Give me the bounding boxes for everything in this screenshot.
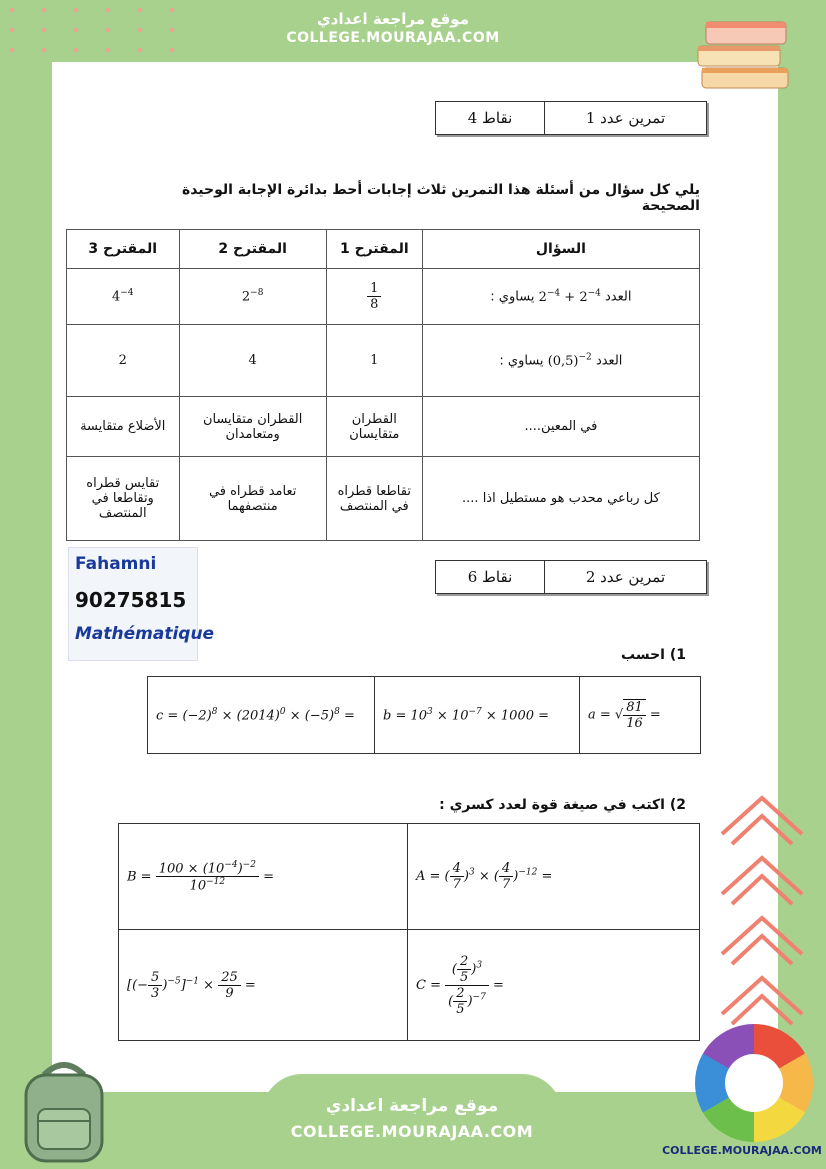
mcq-header-row bbox=[67, 230, 700, 269]
exercise-1-header bbox=[435, 101, 707, 135]
school-logo-icon bbox=[695, 1024, 813, 1142]
mcq-header-p1: المقترح 1 bbox=[326, 230, 422, 269]
stamp-phone: 90275815 bbox=[75, 588, 187, 612]
compute-table bbox=[147, 676, 701, 754]
mcq-row-3-p1[interactable]: القطران متقايسان bbox=[326, 397, 422, 457]
mcq-row-2-p2[interactable]: 4 bbox=[179, 325, 326, 397]
mcq-row-4-p2[interactable]: تعامد قطراه في منتصفهما bbox=[179, 457, 326, 541]
mcq-row-2 bbox=[67, 325, 700, 397]
chevron-decoration-icon bbox=[718, 790, 806, 1050]
footer-site-url[interactable]: COLLEGE.MOURAJAA.COM bbox=[290, 1122, 534, 1141]
exercise-2-points: 6 نقاط bbox=[436, 561, 545, 593]
mcq-row-3-question: في المعين.... bbox=[422, 397, 699, 457]
compute-a[interactable]: a = √ $\frac{81}{16}$ = bbox=[580, 677, 701, 754]
mcq-row-3-p2[interactable]: القطران متقايسان ومتعامدان bbox=[179, 397, 326, 457]
power-row-1 bbox=[119, 824, 700, 930]
power-table bbox=[118, 823, 700, 1041]
mcq-table bbox=[66, 229, 700, 541]
author-stamp bbox=[68, 547, 215, 661]
mcq-row-2-p3[interactable]: 2 bbox=[67, 325, 180, 397]
header-site-name: موقع مراجعة اعدادي bbox=[317, 10, 469, 28]
question-2-label: 2) اكتب في صيغة قوة لعدد كسري : bbox=[439, 797, 686, 813]
mcq-row-1-question: العدد $2^{-4} + 2^{-4}$ يساوي : bbox=[422, 269, 699, 325]
header-banner[interactable] bbox=[262, 0, 524, 62]
footer-banner[interactable] bbox=[262, 1074, 562, 1169]
exercise-2-title: تمرين عدد 2 bbox=[585, 568, 666, 586]
expression: $(0,5)^{-2}$ bbox=[547, 352, 592, 369]
power-b[interactable]: B = $\frac{100 \times (10^{-4})^{-2}}{10^{-12}}$ = bbox=[119, 824, 408, 930]
exercise-2-header bbox=[435, 560, 707, 594]
power-a[interactable]: A = ( $\frac{4}{7}$ )$^3$ × ( $\frac{4}{7}$ )$^{-12}$ = bbox=[408, 824, 700, 930]
left-frame bbox=[0, 0, 52, 1169]
mcq-header-p3: المقترح 3 bbox=[67, 230, 180, 269]
exercise-1-points: 4 نقاط bbox=[436, 102, 545, 134]
compute-b[interactable]: $b = 10^3 \times 10^{-7} \times 1000$ = bbox=[375, 677, 580, 754]
stamp-subject: Mathématique bbox=[75, 624, 215, 644]
mcq-row-1-p3[interactable]: $4^{-4}$ bbox=[67, 269, 180, 325]
question-1-label: 1) احسب bbox=[621, 647, 686, 663]
power-d[interactable]: [(− $\frac{5}{3}$ )$^{-5}$]$^{-1}$ × $\frac{25}{9}$ = bbox=[119, 930, 408, 1041]
header-site-url[interactable]: COLLEGE.MOURAJAA.COM bbox=[286, 30, 500, 46]
power-row-2 bbox=[119, 930, 700, 1041]
mcq-row-4-p1[interactable]: تقاطعا قطراه في المنتصف bbox=[326, 457, 422, 541]
mcq-row-1 bbox=[67, 269, 700, 325]
decorative-dots bbox=[0, 0, 200, 60]
backpack-icon bbox=[14, 1055, 114, 1165]
books-icon bbox=[690, 12, 800, 94]
mcq-header-p2: المقترح 2 bbox=[179, 230, 326, 269]
mcq-row-3 bbox=[67, 397, 700, 457]
mcq-row-3-p3[interactable]: الأضلاع متقايسة bbox=[67, 397, 180, 457]
power-c[interactable]: C = ( $\frac{2}{5}$ )$^3$ ( $\frac{2}{5}$ )$^{-7}$ = bbox=[408, 930, 700, 1041]
logo-caption: COLLEGE.MOURAJAA.COM bbox=[662, 1144, 822, 1157]
mcq-header-question: السؤال bbox=[422, 230, 699, 269]
exercise-1-instruction: يلي كل سؤال من أسئلة هذا التمرين ثلاث إجابات أحط بدائرة الإجابة الوحيدة الصحيحة bbox=[181, 182, 700, 214]
mcq-row-1-p1[interactable]: $\frac{1}{8}$ bbox=[326, 269, 422, 325]
footer-site-name: موقع مراجعة اعدادي bbox=[325, 1096, 499, 1116]
mcq-row-4-p3[interactable]: تقايس قطراه وتقاطعا في المنتصف bbox=[67, 457, 180, 541]
compute-c[interactable]: $c = (-2)^8 \times (2014)^0 \times (-5)^8$ = bbox=[148, 677, 375, 754]
mcq-row-4-question: كل رباعي محدب هو مستطيل اذا .... bbox=[422, 457, 699, 541]
mcq-row-2-question: العدد $(0,5)^{-2}$ يساوي : bbox=[422, 325, 699, 397]
mcq-row-1-p2[interactable]: $2^{-8}$ bbox=[179, 269, 326, 325]
expression: $2^{-4} + 2^{-4}$ bbox=[538, 288, 601, 305]
mcq-row-2-p1[interactable]: 1 bbox=[326, 325, 422, 397]
exercise-1-title: تمرين عدد 1 bbox=[585, 109, 666, 127]
compute-row bbox=[148, 677, 701, 754]
stamp-name: Fahamni bbox=[75, 554, 157, 574]
mcq-row-4 bbox=[67, 457, 700, 541]
